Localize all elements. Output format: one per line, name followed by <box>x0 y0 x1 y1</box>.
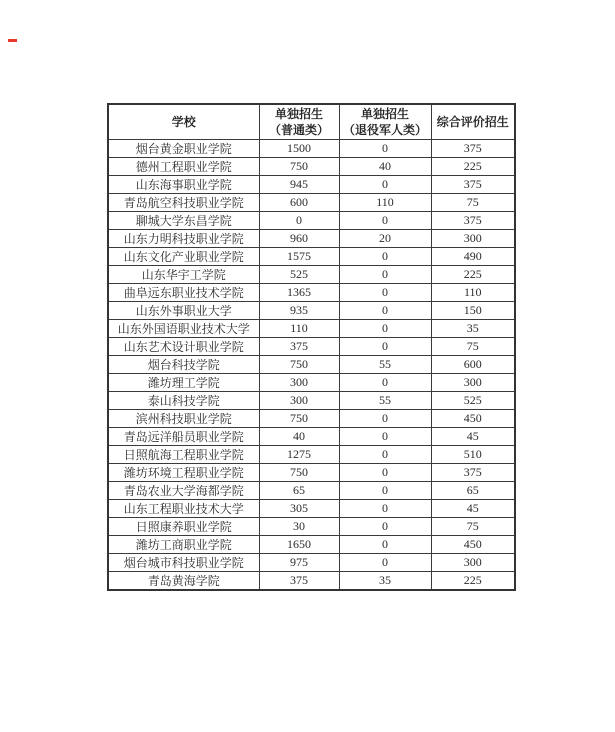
table-row <box>108 500 515 518</box>
separate-regular-cell: 1575 <box>259 248 339 266</box>
school-cell: 烟台城市科技职业学院 <box>108 554 259 572</box>
school-cell: 潍坊环境工程职业学院 <box>108 464 259 482</box>
school-cell: 聊城大学东昌学院 <box>108 212 259 230</box>
separate-regular-cell: 0 <box>259 212 339 230</box>
separate-regular-cell: 305 <box>259 500 339 518</box>
table-row <box>108 212 515 230</box>
separate-veteran-cell: 0 <box>339 140 431 158</box>
comprehensive-cell: 45 <box>431 428 515 446</box>
comprehensive-cell: 525 <box>431 392 515 410</box>
comprehensive-cell: 300 <box>431 554 515 572</box>
separate-veteran-cell: 110 <box>339 194 431 212</box>
school-cell: 日照康养职业学院 <box>108 518 259 536</box>
separate-veteran-cell: 55 <box>339 392 431 410</box>
separate-regular-cell: 1365 <box>259 284 339 302</box>
separate-veteran-cell: 55 <box>339 356 431 374</box>
school-cell: 山东外事职业大学 <box>108 302 259 320</box>
table-row <box>108 248 515 266</box>
comprehensive-cell: 375 <box>431 464 515 482</box>
separate-regular-cell: 525 <box>259 266 339 284</box>
separate-veteran-cell: 0 <box>339 410 431 428</box>
school-cell: 日照航海工程职业学院 <box>108 446 259 464</box>
table-row <box>108 410 515 428</box>
school-cell: 山东外国语职业技术大学 <box>108 320 259 338</box>
separate-veteran-cell: 0 <box>339 374 431 392</box>
separate-veteran-cell: 0 <box>339 338 431 356</box>
red-pen-mark <box>8 39 17 42</box>
table-row <box>108 464 515 482</box>
column-header-comprehensive <box>431 104 515 140</box>
separate-regular-cell: 1275 <box>259 446 339 464</box>
table-row <box>108 356 515 374</box>
table-row <box>108 302 515 320</box>
school-cell: 山东文化产业职业学院 <box>108 248 259 266</box>
separate-veteran-cell: 0 <box>339 248 431 266</box>
separate-regular-cell: 40 <box>259 428 339 446</box>
school-cell: 青岛远洋船员职业学院 <box>108 428 259 446</box>
separate-veteran-cell: 0 <box>339 266 431 284</box>
table-row <box>108 554 515 572</box>
comprehensive-cell: 300 <box>431 230 515 248</box>
separate-regular-cell: 750 <box>259 410 339 428</box>
table-row <box>108 428 515 446</box>
separate-regular-cell: 300 <box>259 374 339 392</box>
comprehensive-cell: 225 <box>431 572 515 591</box>
comprehensive-cell: 75 <box>431 338 515 356</box>
separate-regular-cell: 1650 <box>259 536 339 554</box>
column-header-separate-veteran <box>339 104 431 140</box>
table-row <box>108 158 515 176</box>
separate-regular-cell: 375 <box>259 338 339 356</box>
separate-regular-cell: 945 <box>259 176 339 194</box>
school-cell: 山东力明科技职业学院 <box>108 230 259 248</box>
separate-regular-cell: 375 <box>259 572 339 591</box>
comprehensive-cell: 375 <box>431 140 515 158</box>
enrollment-quota-table <box>107 103 516 591</box>
table-row <box>108 338 515 356</box>
separate-veteran-cell: 0 <box>339 212 431 230</box>
separate-veteran-cell: 0 <box>339 500 431 518</box>
school-cell: 山东华宇工学院 <box>108 266 259 284</box>
separate-regular-cell: 110 <box>259 320 339 338</box>
table-row <box>108 266 515 284</box>
table-row <box>108 320 515 338</box>
school-cell: 山东艺术设计职业学院 <box>108 338 259 356</box>
comprehensive-cell: 450 <box>431 410 515 428</box>
separate-veteran-cell: 35 <box>339 572 431 591</box>
comprehensive-cell: 65 <box>431 482 515 500</box>
separate-veteran-cell: 0 <box>339 284 431 302</box>
header-line: 单独招生 <box>360 106 409 121</box>
column-header-school <box>108 104 259 140</box>
comprehensive-cell: 75 <box>431 194 515 212</box>
comprehensive-cell: 300 <box>431 374 515 392</box>
comprehensive-cell: 510 <box>431 446 515 464</box>
separate-regular-cell: 750 <box>259 356 339 374</box>
separate-regular-cell: 960 <box>259 230 339 248</box>
separate-veteran-cell: 20 <box>339 230 431 248</box>
school-cell: 青岛黄海学院 <box>108 572 259 591</box>
school-cell: 青岛航空科技职业学院 <box>108 194 259 212</box>
table-row <box>108 536 515 554</box>
school-cell: 青岛农业大学海都学院 <box>108 482 259 500</box>
school-cell: 泰山科技学院 <box>108 392 259 410</box>
school-cell: 烟台黄金职业学院 <box>108 140 259 158</box>
header-line: （普通类） <box>268 123 329 137</box>
separate-veteran-cell: 0 <box>339 536 431 554</box>
comprehensive-cell: 450 <box>431 536 515 554</box>
table-row <box>108 482 515 500</box>
comprehensive-cell: 45 <box>431 500 515 518</box>
header-line: （退役军人类） <box>342 123 427 137</box>
comprehensive-cell: 600 <box>431 356 515 374</box>
separate-regular-cell: 65 <box>259 482 339 500</box>
school-cell: 曲阜远东职业技术学院 <box>108 284 259 302</box>
separate-regular-cell: 750 <box>259 158 339 176</box>
comprehensive-cell: 75 <box>431 518 515 536</box>
school-cell: 烟台科技学院 <box>108 356 259 374</box>
separate-veteran-cell: 0 <box>339 320 431 338</box>
header-line: 学校 <box>171 114 196 129</box>
school-cell: 山东工程职业技术大学 <box>108 500 259 518</box>
column-header-separate-regular <box>259 104 339 140</box>
table-row <box>108 572 515 591</box>
table-row <box>108 374 515 392</box>
table-row <box>108 392 515 410</box>
comprehensive-cell: 110 <box>431 284 515 302</box>
separate-veteran-cell: 0 <box>339 464 431 482</box>
school-cell: 山东海事职业学院 <box>108 176 259 194</box>
table-row <box>108 446 515 464</box>
header-line: 单独招生 <box>274 106 323 121</box>
school-cell: 德州工程职业学院 <box>108 158 259 176</box>
table-header-row <box>108 104 515 140</box>
comprehensive-cell: 150 <box>431 302 515 320</box>
separate-veteran-cell: 0 <box>339 518 431 536</box>
comprehensive-cell: 490 <box>431 248 515 266</box>
table-row <box>108 194 515 212</box>
separate-veteran-cell: 0 <box>339 446 431 464</box>
separate-regular-cell: 935 <box>259 302 339 320</box>
header-line: 综合评价招生 <box>436 114 509 129</box>
separate-regular-cell: 600 <box>259 194 339 212</box>
comprehensive-cell: 35 <box>431 320 515 338</box>
separate-regular-cell: 750 <box>259 464 339 482</box>
separate-veteran-cell: 0 <box>339 302 431 320</box>
separate-regular-cell: 1500 <box>259 140 339 158</box>
separate-veteran-cell: 40 <box>339 158 431 176</box>
table-row <box>108 284 515 302</box>
comprehensive-cell: 375 <box>431 176 515 194</box>
separate-veteran-cell: 0 <box>339 176 431 194</box>
separate-veteran-cell: 0 <box>339 428 431 446</box>
school-cell: 潍坊工商职业学院 <box>108 536 259 554</box>
separate-veteran-cell: 0 <box>339 482 431 500</box>
comprehensive-cell: 225 <box>431 158 515 176</box>
separate-regular-cell: 975 <box>259 554 339 572</box>
comprehensive-cell: 375 <box>431 212 515 230</box>
comprehensive-cell: 225 <box>431 266 515 284</box>
separate-veteran-cell: 0 <box>339 554 431 572</box>
school-cell: 滨州科技职业学院 <box>108 410 259 428</box>
table-row <box>108 176 515 194</box>
table-row <box>108 230 515 248</box>
table-row <box>108 140 515 158</box>
separate-regular-cell: 300 <box>259 392 339 410</box>
school-cell: 潍坊理工学院 <box>108 374 259 392</box>
separate-regular-cell: 30 <box>259 518 339 536</box>
table-row <box>108 518 515 536</box>
